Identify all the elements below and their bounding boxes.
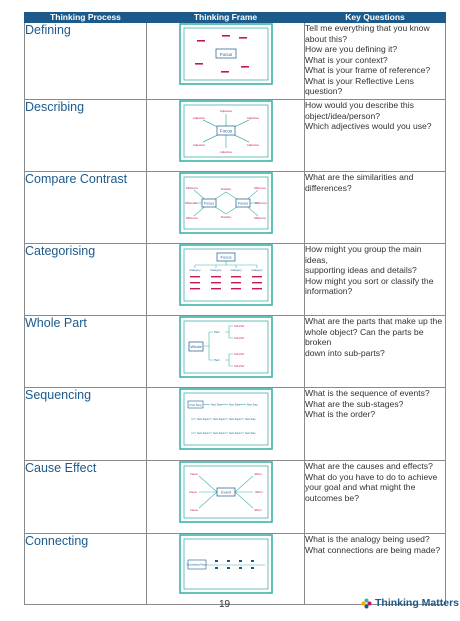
question-text: What is your Reflective Lens question? — [305, 75, 414, 96]
first-step-label: First Step — [189, 402, 201, 407]
frame-connecting — [147, 534, 305, 605]
frame-whole-part — [147, 316, 305, 388]
process-name: Whole Part — [25, 316, 147, 388]
cause-effect-frame-diagram — [179, 461, 273, 523]
effect-label: Effect — [254, 490, 263, 494]
difference-label: Difference — [184, 202, 197, 205]
question-text: about this? — [305, 33, 348, 44]
similarity-label: Similarity — [220, 188, 231, 191]
key-questions-cell — [305, 388, 446, 461]
table-row — [25, 388, 446, 461]
next-step-label: Next Step — [212, 418, 223, 421]
question-text: What are the sub-stages? — [305, 398, 404, 409]
frame-compare-contrast — [147, 172, 305, 244]
adjective-label: Adjective — [219, 150, 232, 154]
whole-part-frame-diagram — [179, 316, 273, 378]
question-text: What is your frame of reference? — [305, 65, 431, 75]
sub-part-label: Sub-Part — [233, 337, 244, 340]
key-questions-cell — [305, 461, 446, 534]
connecting-factor-label: Connecting Factor — [185, 563, 208, 567]
compare-focus-b-label: Focus — [237, 201, 248, 206]
key-questions-cell — [305, 244, 446, 316]
difference-label: Difference — [185, 217, 198, 220]
table-row — [25, 172, 446, 244]
question-text: What connections are being made? — [305, 544, 441, 555]
compare-contrast-frame-diagram — [179, 172, 273, 234]
next-step-label: Next Step — [244, 418, 255, 421]
page-number: 19 — [219, 599, 231, 610]
question-text: What are the parts that make up the — [305, 316, 443, 326]
next-step-label: Next Step — [212, 432, 223, 435]
question-text: What is the sequence of events? — [305, 388, 430, 398]
table-row — [25, 100, 446, 172]
question-text: supporting ideas and details? — [305, 265, 417, 275]
difference-label: Difference — [254, 202, 267, 205]
question-text: What are the causes and effects? — [305, 461, 433, 471]
process-name: Connecting — [25, 534, 147, 605]
question-text: Tell me everything that you know — [305, 23, 430, 33]
frame-defining — [147, 23, 305, 100]
adjective-label: Adjective — [219, 109, 232, 113]
defining-center-label: Focus — [219, 52, 232, 57]
question-text: Which adjectives would you use? — [305, 121, 432, 131]
key-questions-cell — [305, 23, 446, 100]
table-row — [25, 23, 446, 100]
describing-frame-diagram — [179, 100, 273, 162]
question-text: What is your context? — [305, 54, 388, 65]
table-row — [25, 534, 446, 605]
adjective-label: Adjective — [246, 143, 259, 147]
category-label: Category — [209, 268, 222, 272]
question-text: object/idea/person? — [305, 110, 381, 121]
next-step-label: Next Step — [228, 432, 239, 435]
next-step-label: Next Step — [210, 403, 221, 407]
thinking-maps-table — [24, 12, 446, 605]
question-text: down into sub-parts? — [305, 347, 385, 358]
similarity-label: Similarity — [220, 216, 231, 219]
frame-sequencing — [147, 388, 305, 461]
categorising-frame-diagram — [179, 244, 273, 306]
key-questions-cell — [305, 316, 446, 388]
difference-label: Difference — [253, 217, 266, 220]
question-text: whole object? Can the parts be broken — [305, 326, 424, 347]
adjective-label: Adjective — [192, 143, 205, 147]
event-label: Event — [220, 490, 231, 495]
adjective-label: Adjective — [192, 116, 205, 120]
question-text: How might you group the main ideas, — [305, 244, 422, 265]
cause-label: Cause — [188, 490, 197, 494]
table-header-row — [25, 13, 446, 23]
key-questions-cell — [305, 172, 446, 244]
difference-label: Difference — [185, 187, 198, 190]
table-row — [25, 316, 446, 388]
category-label: Category — [250, 268, 263, 272]
frame-categorising — [147, 244, 305, 316]
difference-label: Difference — [253, 187, 266, 190]
effect-label: Effect — [253, 508, 262, 512]
category-label: Category — [188, 268, 201, 272]
question-text: How are you defining it? — [305, 44, 398, 54]
cause-label: Cause — [189, 472, 198, 476]
part-label: Part — [213, 330, 220, 334]
frame-cause-effect — [147, 461, 305, 534]
describing-center-label: Focus — [219, 128, 232, 134]
question-text: What is the order? — [305, 409, 376, 419]
brand-flower-icon — [361, 598, 372, 609]
table-row — [25, 244, 446, 316]
process-name: Defining — [25, 23, 147, 100]
next-step-label: Next Step — [228, 418, 239, 421]
brand-name: Thinking Matters — [375, 597, 460, 609]
sub-part-label: Sub-Part — [233, 325, 244, 328]
question-text: information? — [305, 286, 353, 296]
question-text: What is the analogy being used? — [305, 534, 430, 544]
process-name: Describing — [25, 100, 147, 172]
question-text: What do you have to do to achieve — [305, 471, 438, 482]
question-text: outcomes be? — [305, 492, 359, 503]
question-text: your goal and what might the — [305, 482, 416, 492]
process-name: Categorising — [25, 244, 147, 316]
process-name: Compare Contrast — [25, 172, 147, 244]
next-step-label: Next Step — [244, 432, 255, 435]
compare-focus-a-label: Focus — [203, 201, 214, 206]
categorising-focus-label: Focus — [220, 254, 231, 260]
question-text: What are the similarities and — [305, 172, 414, 182]
header-thinking-process: Thinking Process — [25, 13, 147, 23]
header-thinking-frame: Thinking Frame — [147, 13, 305, 23]
part-label: Part — [213, 358, 220, 362]
sub-part-label: Sub-Part — [233, 365, 244, 368]
process-name: Sequencing — [25, 388, 147, 461]
key-questions-cell — [305, 100, 446, 172]
process-name: Cause Effect — [25, 461, 147, 534]
next-step-label: Next Step — [196, 418, 207, 421]
thinking-matters-logo — [361, 597, 459, 609]
cause-label: Cause — [189, 508, 198, 512]
whole-label: Whole — [189, 344, 202, 349]
next-step-label: Next Step — [196, 432, 207, 435]
defining-frame-diagram — [179, 23, 273, 85]
sequencing-frame-diagram — [179, 388, 273, 450]
question-text: differences? — [305, 182, 352, 193]
header-key-questions: Key Questions — [305, 13, 446, 23]
sub-part-label: Sub-Part — [233, 353, 244, 356]
table-row — [25, 461, 446, 534]
question-text: How might you sort or classify the — [305, 275, 434, 286]
question-text: How would you describe this — [305, 100, 414, 110]
next-step-label: Next Step — [228, 403, 239, 407]
adjective-label: Adjective — [246, 116, 259, 120]
frame-describing — [147, 100, 305, 172]
connecting-frame-diagram — [179, 534, 273, 594]
effect-label: Effect — [253, 472, 262, 476]
next-step-label: Next Step — [246, 403, 257, 407]
category-label: Category — [229, 268, 242, 272]
key-questions-cell — [305, 534, 446, 605]
